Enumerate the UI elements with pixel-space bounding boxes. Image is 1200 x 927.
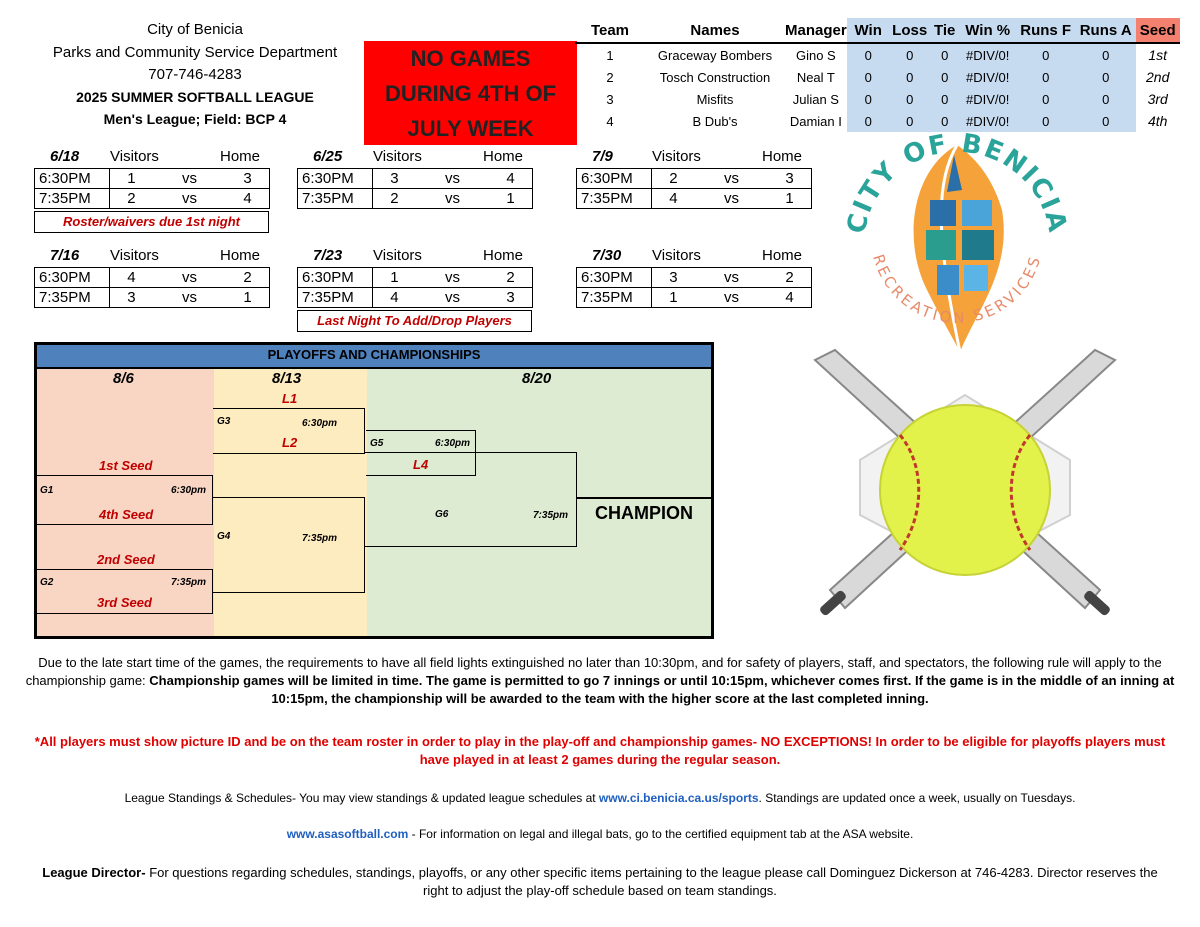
- visitors-header: Visitors: [110, 247, 159, 264]
- game-time: 7:35PM: [298, 288, 373, 308]
- wins-cell: 0: [847, 66, 890, 88]
- week-header: [34, 148, 270, 168]
- wins-cell: 0: [847, 88, 890, 110]
- visitor-team: 3: [110, 288, 153, 308]
- photo-id-rule: *All players must show picture ID and be on the team roster in order to play in the play-off and championship games- NO EXCEPTIONS! In order to be eligible for playoffs players must have played in at least 2 games during the regular season.: [34, 734, 1166, 767]
- week-date: 7/9: [592, 148, 613, 165]
- g6-bracket: [364, 452, 577, 547]
- playoffs-title: PLAYOFFS AND CHAMPIONSHIPS: [37, 345, 711, 369]
- week-header: [576, 148, 806, 168]
- date-8-20: 8/20: [522, 370, 552, 387]
- week-block: [34, 247, 270, 308]
- game-time: 6:30PM: [35, 169, 110, 189]
- g1-label: G1: [40, 485, 54, 496]
- loser-1: L1: [282, 391, 298, 406]
- week-block: [576, 247, 806, 308]
- runs-against-cell: 0: [1076, 43, 1136, 66]
- visitor-team: 2: [652, 169, 695, 189]
- col-seed: Seed: [1136, 18, 1180, 43]
- visitors-header: Visitors: [373, 148, 422, 165]
- home-team: 3: [489, 288, 532, 308]
- standings-header-row: [575, 18, 1180, 43]
- game-row: [577, 268, 812, 288]
- home-header: Home: [220, 148, 261, 165]
- game-row: [298, 189, 533, 209]
- vs-label: vs: [416, 169, 489, 189]
- week-header: [34, 247, 270, 267]
- home-team: 4: [768, 288, 811, 308]
- visitors-header: Visitors: [373, 247, 422, 264]
- visitor-team: 3: [373, 169, 416, 189]
- home-header: Home: [762, 247, 803, 264]
- g5-label: G5: [370, 438, 384, 449]
- loser-4: L4: [413, 457, 429, 472]
- lights-rule-text: Due to the late start time of the games, the requirements to have all field lights extinguished no later than 10:30pm, and for safety of players, staff, and spectators, the following rule will apply to the championship game:: [25, 655, 1162, 688]
- home-team: 3: [768, 169, 811, 189]
- game-time: 7:35PM: [35, 189, 110, 209]
- home-team: 3: [226, 169, 269, 189]
- phone-number: 707-746-4283: [148, 66, 242, 83]
- champion-label: CHAMPION: [595, 503, 693, 523]
- seed-4: 4th Seed: [99, 507, 154, 522]
- visitor-team: 1: [652, 288, 695, 308]
- home-header: Home: [220, 247, 261, 264]
- home-header: Home: [483, 247, 524, 264]
- g3-label: G3: [217, 416, 231, 427]
- week-header: [576, 247, 806, 267]
- runs-for-cell: 0: [1016, 88, 1076, 110]
- no-games-banner: [364, 41, 577, 145]
- manager-cell: Damian I: [789, 113, 842, 129]
- visitor-team: 4: [110, 268, 153, 288]
- softball: [880, 405, 1050, 575]
- visitor-team: 2: [110, 189, 153, 209]
- game-time: 6:30PM: [35, 268, 110, 288]
- visitor-team: 1: [373, 268, 416, 288]
- game-row: [298, 169, 533, 189]
- date-8-6: 8/6: [113, 370, 134, 387]
- team-name-cell: Graceway Bombers: [645, 43, 785, 66]
- standings-info-tail: . Standings are updated once a week, usually on Tuesdays.: [758, 791, 1076, 805]
- game-row: [577, 189, 812, 209]
- visitors-header: Visitors: [652, 148, 701, 165]
- week-date: 7/30: [592, 247, 622, 264]
- ties-cell: 0: [930, 66, 960, 88]
- ties-cell: 0: [930, 43, 960, 66]
- week-games-table: [576, 267, 812, 308]
- vs-label: vs: [416, 288, 489, 308]
- g5-time: 6:30pm: [435, 438, 471, 449]
- week-games-table: [297, 267, 533, 308]
- losses-cell: 0: [890, 66, 930, 88]
- losses-cell: 0: [890, 88, 930, 110]
- date-8-13: 8/13: [272, 370, 302, 387]
- game-row: [35, 268, 270, 288]
- manager-cell: Gino S: [785, 43, 847, 66]
- championship-limit-text: Championship games will be limited in time. The game is permitted to go 7 innings or until 10:15pm, whichever comes first. If the game is in the middle of an inning at 10:15pm, the championship will be awarded to the team with the higher score at the last completed inning.: [149, 673, 1175, 706]
- vs-label: vs: [695, 288, 768, 308]
- director-info: [40, 864, 1160, 900]
- seed-2: 2nd Seed: [97, 552, 155, 567]
- manager-cell: Neal T: [796, 69, 835, 85]
- seed-cell: 1st: [1136, 43, 1180, 66]
- standings-row: [575, 43, 1180, 66]
- asa-link[interactable]: www.asasoftball.com: [286, 827, 409, 841]
- home-team: 1: [226, 288, 269, 308]
- no-games-line: JULY WEEK: [407, 116, 534, 141]
- g4-time: 7:35pm: [302, 533, 338, 544]
- champion-line: [577, 497, 711, 499]
- seed-cell: 2nd: [1146, 69, 1170, 85]
- vs-label: vs: [153, 189, 226, 209]
- home-team: 1: [489, 189, 532, 209]
- week-games-table: [576, 168, 812, 209]
- director-text: For questions regarding schedules, standings, playoffs, or any other specific items pertaining to the league please call Dominguez Dickerson at 746-4283. Director reserves the right to adjust the play-off schedule based on team standings.: [145, 865, 1158, 898]
- col-runs-for: Runs F: [1016, 18, 1076, 43]
- ties-cell: 0: [930, 88, 960, 110]
- visitors-header: Visitors: [110, 148, 159, 165]
- win-pct-cell: #DIV/0!: [960, 66, 1016, 88]
- col-win: Win: [847, 18, 890, 43]
- col-tie: Tie: [930, 18, 960, 43]
- week-header: [297, 148, 533, 168]
- runs-against-cell: 0: [1076, 66, 1136, 88]
- runs-for-cell: 0: [1016, 110, 1076, 132]
- week-block: [297, 148, 533, 209]
- game-row: [577, 169, 812, 189]
- standings-table: [575, 18, 1180, 132]
- g6-time: 7:35pm: [533, 510, 569, 521]
- week-date: 6/18: [50, 148, 80, 165]
- visitor-team: 2: [373, 189, 416, 209]
- department-name: Parks and Community Service Department: [52, 44, 338, 61]
- vs-label: vs: [416, 189, 489, 209]
- win-pct-cell: #DIV/0!: [960, 88, 1016, 110]
- losses-cell: 0: [890, 110, 930, 132]
- col-team: Team: [590, 21, 630, 39]
- home-team: 2: [768, 268, 811, 288]
- home-team: 2: [226, 268, 269, 288]
- game-time: 7:35PM: [35, 288, 110, 308]
- g4-label: G4: [217, 531, 231, 542]
- vs-label: vs: [416, 268, 489, 288]
- visitors-header: Visitors: [652, 247, 701, 264]
- city-logo: [842, 130, 1072, 360]
- col-names: Names: [690, 21, 740, 39]
- vs-label: vs: [695, 189, 768, 209]
- game-time: 6:30PM: [577, 268, 652, 288]
- standings-row: [575, 66, 1180, 88]
- vs-label: vs: [695, 268, 768, 288]
- seed-cell: 3rd: [1147, 91, 1168, 107]
- home-team: 4: [226, 189, 269, 209]
- game-row: [577, 288, 812, 308]
- g2-time: 7:35pm: [171, 577, 207, 588]
- g4-bracket: [212, 497, 365, 593]
- vs-label: vs: [695, 169, 768, 189]
- col-manager: Manager: [785, 21, 847, 39]
- playoffs-bracket: [34, 342, 714, 639]
- game-row: [35, 288, 270, 308]
- runs-for-cell: 0: [1016, 66, 1076, 88]
- asa-info: [20, 825, 1180, 843]
- logo-top-text: CITY OF BENICIA: [842, 130, 1072, 237]
- visitor-team: 4: [373, 288, 416, 308]
- runs-against-cell: 0: [1076, 110, 1136, 132]
- week-games-table: [297, 168, 533, 209]
- standings-info-text: League Standings & Schedules- You may view standings & updated league schedules at: [124, 791, 599, 805]
- team-name-cell: B Dub's: [692, 113, 738, 129]
- g6-label: G6: [435, 509, 449, 520]
- g1-time: 6:30pm: [171, 485, 207, 496]
- sports-link[interactable]: www.ci.benicia.ca.us/sports: [598, 791, 759, 805]
- league-title: 2025 SUMMER SOFTBALL LEAGUE: [76, 89, 314, 105]
- week-date: 6/25: [313, 148, 343, 165]
- standings-info: [20, 789, 1180, 807]
- team-number-cell: 2: [606, 69, 614, 85]
- week-date: 7/23: [313, 247, 343, 264]
- league-field: Men's League; Field: BCP 4: [103, 111, 287, 127]
- week-block: [297, 247, 533, 308]
- col-win-pct: Win %: [960, 18, 1016, 43]
- game-row: [298, 268, 533, 288]
- g2-label: G2: [40, 577, 54, 588]
- week-games-table: [34, 168, 270, 209]
- week-block: [576, 148, 806, 209]
- home-team: 4: [489, 169, 532, 189]
- standings-row: [575, 110, 1180, 132]
- game-row: [35, 169, 270, 189]
- team-number-cell: 3: [606, 91, 614, 107]
- week-date: 7/16: [50, 247, 80, 264]
- win-pct-cell: #DIV/0!: [960, 110, 1016, 132]
- game-time: 6:30PM: [298, 169, 373, 189]
- week-games-table: [34, 267, 270, 308]
- home-header: Home: [483, 148, 524, 165]
- softball-bats-image: [800, 340, 1130, 630]
- logo-bottom-text: RECREATION SERVICES: [869, 252, 1045, 328]
- col-runs-against: Runs A: [1076, 18, 1136, 43]
- game-time: 7:35PM: [298, 189, 373, 209]
- home-header: Home: [762, 148, 803, 165]
- wins-cell: 0: [847, 110, 890, 132]
- team-name-cell: Misfits: [696, 91, 734, 107]
- director-label: League Director-: [42, 865, 146, 880]
- ties-cell: 0: [930, 110, 960, 132]
- visitor-team: 4: [652, 189, 695, 209]
- standings-row: [575, 88, 1180, 110]
- home-team: 1: [768, 189, 811, 209]
- game-time: 6:30PM: [577, 169, 652, 189]
- vs-label: vs: [153, 268, 226, 288]
- week-block: [34, 148, 270, 209]
- game-time: 7:35PM: [577, 288, 652, 308]
- team-number-cell: 4: [606, 113, 614, 129]
- manager-cell: Julian S: [792, 91, 839, 107]
- col-loss: Loss: [890, 18, 930, 43]
- seed-3: 3rd Seed: [97, 595, 152, 610]
- roster-note: Roster/waivers due 1st night: [34, 211, 269, 233]
- week-header: [297, 247, 533, 267]
- home-team: 2: [489, 268, 532, 288]
- loser-2: L2: [282, 435, 298, 450]
- game-time: 6:30PM: [298, 268, 373, 288]
- visitor-team: 3: [652, 268, 695, 288]
- vs-label: vs: [153, 288, 226, 308]
- wins-cell: 0: [847, 43, 890, 66]
- seed-cell: 4th: [1147, 113, 1168, 129]
- vs-label: vs: [153, 169, 226, 189]
- team-number-cell: 1: [575, 43, 645, 66]
- asa-info-text: - For information on legal and illegal bats, go to the certified equipment tab at the ASA website.: [408, 827, 914, 841]
- game-row: [298, 288, 533, 308]
- seed-1: 1st Seed: [99, 458, 153, 473]
- losses-cell: 0: [890, 43, 930, 66]
- no-games-line: NO GAMES: [410, 46, 531, 71]
- no-games-line: DURING 4TH OF: [384, 81, 557, 106]
- team-name-cell: Tosch Construction: [659, 69, 771, 85]
- runs-for-cell: 0: [1016, 43, 1076, 66]
- add-drop-note: Last Night To Add/Drop Players: [297, 310, 532, 332]
- win-pct-cell: #DIV/0!: [960, 43, 1016, 66]
- game-time: 7:35PM: [577, 189, 652, 209]
- g3-time: 6:30pm: [302, 418, 338, 429]
- city-name: City of Benicia: [147, 21, 243, 38]
- lights-rule-paragraph: [20, 654, 1180, 708]
- visitor-team: 1: [110, 169, 153, 189]
- runs-against-cell: 0: [1076, 88, 1136, 110]
- game-row: [35, 189, 270, 209]
